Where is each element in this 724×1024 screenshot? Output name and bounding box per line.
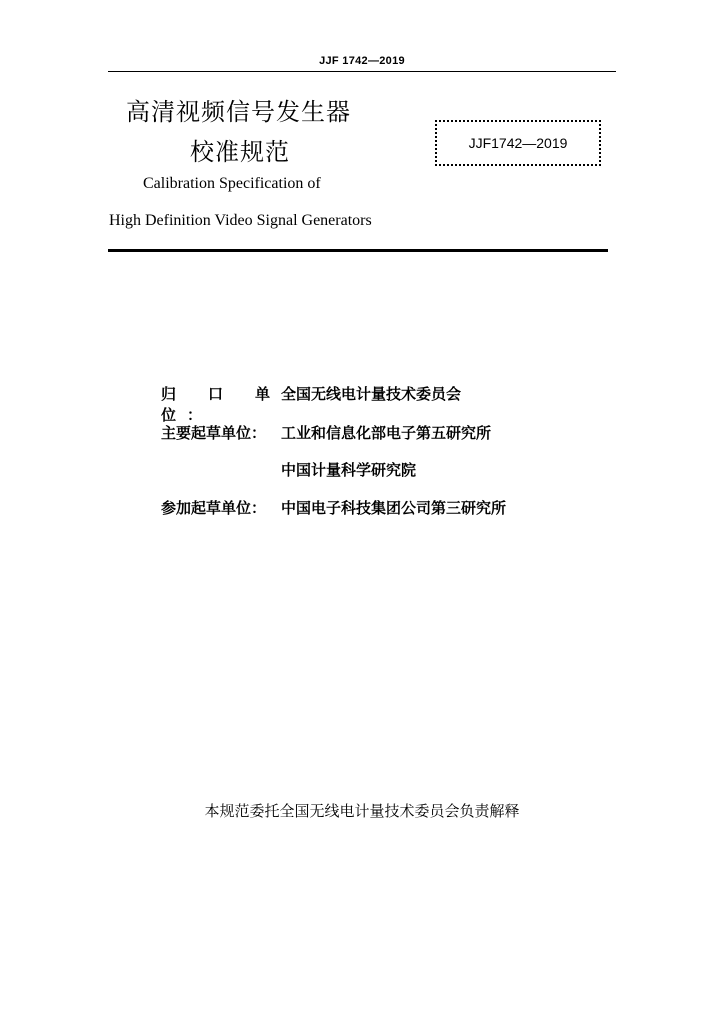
org-main-drafter-2: 中国计量科学研究院 <box>281 461 417 479</box>
org-responsible-label: 归口单位： <box>161 385 281 424</box>
standard-code-box <box>435 120 601 166</box>
title-english-line2: High Definition Video Signal Generators <box>109 212 372 229</box>
interpretation-note: 本规范委托全国无线电计量技术委员会负责解释 <box>204 802 520 820</box>
org-main-drafter-1: 工业和信息化部电子第五研究所 <box>281 424 492 442</box>
header-standard-code: JJF 1742—2019 <box>319 55 405 67</box>
title-divider <box>108 249 608 252</box>
standard-code: JJF1742—2019 <box>468 135 568 151</box>
org-main-drafters-label: 主要起草单位： <box>161 424 267 442</box>
title-english-line1: Calibration Specification of <box>143 175 321 192</box>
org-responsible-value: 全国无线电计量技术委员会 <box>281 385 462 403</box>
org-participating-value: 中国电子科技集团公司第三研究所 <box>281 499 507 517</box>
title-chinese-line1: 高清视频信号发生器 <box>126 98 351 126</box>
org-participating-label: 参加起草单位： <box>161 499 267 517</box>
header-divider <box>108 71 616 72</box>
title-chinese-line2: 校准规范 <box>190 138 290 166</box>
